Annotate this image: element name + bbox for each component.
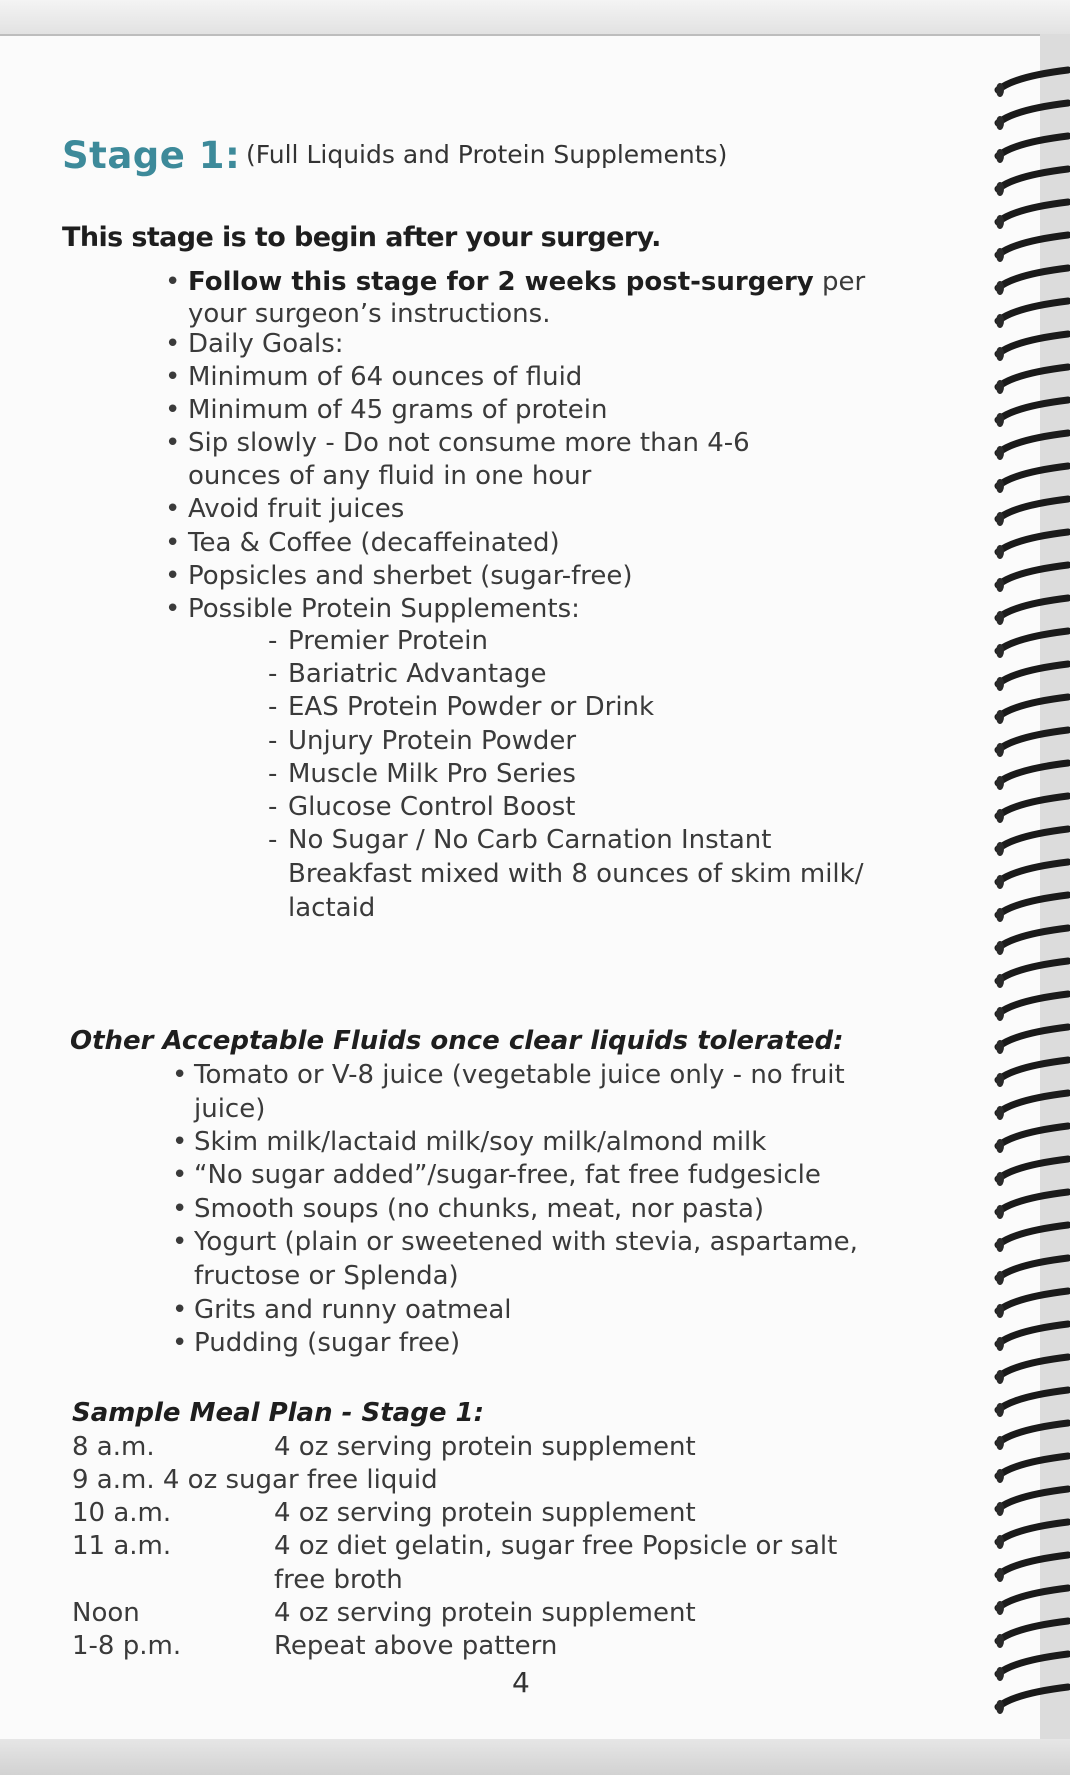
binding-coil <box>998 367 1068 387</box>
bullet-icon: • <box>165 329 181 359</box>
binding-coil <box>998 202 1068 222</box>
list-item: • Skim milk/lactaid milk/soy milk/almond milk <box>172 1127 767 1157</box>
binding-hole <box>996 1040 1004 1054</box>
bullet-text: Popsicles and sherbet (sugar-free) <box>188 561 633 591</box>
meal-desc: 4 oz diet gelatin, sugar free Popsicle or salt <box>274 1531 838 1561</box>
bullet-text: Tea & Coffee (decaffeinated) <box>188 528 560 558</box>
binding-hole <box>996 380 1004 394</box>
binding-hole <box>996 479 1004 493</box>
binding-coil <box>998 796 1068 816</box>
binding-coil <box>998 1225 1068 1245</box>
binding-hole <box>996 1106 1004 1120</box>
binding-hole <box>996 545 1004 559</box>
binding-coil <box>998 499 1068 519</box>
binding-hole <box>996 1304 1004 1318</box>
binding-hole <box>996 1535 1004 1549</box>
bullet-text: Minimum of 45 grams of protein <box>188 395 608 425</box>
binding-coil <box>998 664 1068 684</box>
list-item: • “No sugar added”/sugar-free, fat free fudgesicle <box>172 1160 821 1190</box>
binding-coil <box>998 136 1068 156</box>
binding-hole <box>996 809 1004 823</box>
binding-hole <box>996 1403 1004 1417</box>
binding-hole <box>996 281 1004 295</box>
list-item: • Smooth soups (no chunks, meat, nor pasta) <box>172 1194 765 1224</box>
binding-hole <box>996 116 1004 130</box>
binding-hole <box>996 1700 1004 1714</box>
binding-coil <box>998 631 1068 651</box>
bullet-icon: • <box>165 494 181 524</box>
list-item: • Yogurt (plain or sweetened with stevia, aspartame, <box>172 1227 858 1257</box>
binding-hole <box>996 1502 1004 1516</box>
binding-coil <box>998 1522 1068 1542</box>
binding-hole <box>996 1667 1004 1681</box>
meal-plan-heading: Sample Meal Plan - Stage 1: <box>72 1398 484 1428</box>
bullet-icon: • <box>172 1127 188 1157</box>
binding-hole <box>996 1436 1004 1450</box>
bullet-icon: • <box>165 528 181 558</box>
binding-coil <box>998 1423 1068 1443</box>
bullet-icon: • <box>165 428 181 458</box>
page-top-shadow <box>0 0 1070 34</box>
meal-time: 9 a.m. 4 oz sugar free liquid <box>72 1465 438 1495</box>
binding-coil <box>998 565 1068 585</box>
binding-coil <box>998 1324 1068 1344</box>
other-fluids-heading: Other Acceptable Fluids once clear liquids tolerated: <box>70 1026 844 1056</box>
binding-coil <box>998 532 1068 552</box>
binding-hole <box>996 875 1004 889</box>
binding-coil <box>998 862 1068 882</box>
binding-coil <box>998 1390 1068 1410</box>
binding-coil <box>998 598 1068 618</box>
binding-coil <box>998 697 1068 717</box>
binding-hole <box>996 182 1004 196</box>
bullet-text: Sip slowly - Do not consume more than 4-6 <box>188 428 750 458</box>
binding-hole <box>996 1271 1004 1285</box>
page-bottom-shadow <box>0 1739 1070 1775</box>
meal-desc: 4 oz serving protein supplement <box>274 1598 696 1628</box>
bullet-icon: • <box>172 1295 188 1325</box>
binding-hole <box>996 1073 1004 1087</box>
binding-coil <box>998 928 1068 948</box>
binding-coil <box>998 1126 1068 1146</box>
binding-hole <box>996 215 1004 229</box>
bullet-icon: • <box>165 594 181 624</box>
bullet-bold-text: Follow this stage for 2 weeks post-surgery <box>188 267 814 297</box>
binding-hole <box>996 743 1004 757</box>
binding-coil <box>998 1687 1068 1707</box>
meal-desc: 4 oz serving protein supplement <box>274 1432 696 1462</box>
bullet-icon: • <box>165 395 181 425</box>
page-number: 4 <box>512 1666 530 1699</box>
stage-title: Stage 1: <box>62 134 241 177</box>
meal-desc-continued: free broth <box>274 1565 403 1595</box>
binding-hole <box>996 1205 1004 1219</box>
bullet-icon: • <box>165 561 181 591</box>
binding-hole <box>996 974 1004 988</box>
list-item: • Tomato or V-8 juice (vegetable juice only - no fruit <box>172 1060 845 1090</box>
binding-coil <box>998 1621 1068 1641</box>
binding-hole <box>996 1601 1004 1615</box>
binding-hole <box>996 1370 1004 1384</box>
binding-hole <box>996 710 1004 724</box>
binding-hole <box>996 1634 1004 1648</box>
intro-text: This stage is to begin after your surgery. <box>62 222 661 253</box>
document-page <box>0 34 1040 1741</box>
binding-coil <box>998 763 1068 783</box>
bullet-text: per <box>813 267 866 297</box>
binding-hole <box>996 512 1004 526</box>
binding-coil <box>998 994 1068 1014</box>
binding-hole <box>996 677 1004 691</box>
binding-hole <box>996 1568 1004 1582</box>
bullet-icon: • <box>172 1227 188 1257</box>
bullet-icon: • <box>172 1194 188 1224</box>
binding-hole <box>996 149 1004 163</box>
binding-hole <box>996 776 1004 790</box>
binding-hole <box>996 1337 1004 1351</box>
list-item: • Pudding (sugar free) <box>172 1328 461 1358</box>
bullet-text: ounces of any fluid in one hour <box>188 461 592 491</box>
binding-coil <box>998 1159 1068 1179</box>
bullet-text: your surgeon’s instructions. <box>188 299 551 329</box>
binding-hole <box>996 644 1004 658</box>
binding-hole <box>996 611 1004 625</box>
stage-subtitle: (Full Liquids and Protein Supplements) <box>246 140 728 169</box>
page-content: Stage 1: (Full Liquids and Protein Supplements) This stage is to begin after your surgery. • Follow this stage for 2 weeks post-surgery per your surgeon’s instructions. • Daily Goals: • Minimum of 64 ounces of fluid • Minimum of 45 grams of protein • Sip slowly - Do not consume more than 4-6 ounces of any fluid in one hour • Avoid fruit juices • Tea & Coffee (decaffeinated) • Popsicles and sherbet (sugar-free) • Possible Protein Supplements: - Premier Protein - Bariatric Advantage - EAS Protein Powder or Drink - Unjury Protein Powder - Muscle Milk Pro Series - Glucose Control Boost - No Sugar / No Carb Carnation Instant Breakfast mixed with 8 ounces of skim milk/ lactaid Other Acceptable Fluids once clear liquids tolerated: • Tomato or V-8 juice (vegetable juice only - no fruit juice) • Skim milk/lactaid milk/soy milk/almond milk • “No sugar added”/sugar-free, fat free fudgesicle • Smooth soups (no chunks, meat, nor pasta) • Yogurt (plain or sweetened with stevia, aspartame, fructose or Splenda) • Grits and runny oatmeal • Pudding (sugar free) Sample Meal Plan - Stage 1: 8 a.m. 4 oz serving protein supplement 9 a.m. 4 oz sugar free liquid 10 a.m. 4 oz serving protein supplement 11 a.m. 4 oz diet gelatin, sugar free Popsicle or salt free broth Noon 4 oz serving protein supplement 1-8 p.m. Repeat above pattern 4 <box>62 134 866 1699</box>
binding-coil <box>998 301 1068 321</box>
binding-coil <box>998 1654 1068 1674</box>
binding-coil <box>998 1588 1068 1608</box>
meal-time: 8 a.m. <box>72 1432 155 1462</box>
binding-coil <box>998 829 1068 849</box>
binding-hole <box>996 1007 1004 1021</box>
list-item: • Grits and runny oatmeal <box>172 1295 512 1325</box>
bullet-icon: • <box>172 1160 188 1190</box>
bullet-text: Possible Protein Supplements: <box>188 594 580 624</box>
binding-hole <box>996 83 1004 97</box>
meal-time: Noon <box>72 1598 140 1628</box>
binding-coil <box>998 1456 1068 1476</box>
meal-time: 11 a.m. <box>72 1531 172 1561</box>
binding-coil <box>998 235 1068 255</box>
binding-coil <box>998 895 1068 915</box>
binding-coil <box>998 1555 1068 1575</box>
binding-hole <box>996 248 1004 262</box>
binding-hole <box>996 941 1004 955</box>
binding-coil <box>998 1027 1068 1047</box>
binding-coil <box>998 169 1068 189</box>
meal-time: 1-8 p.m. <box>72 1631 182 1661</box>
binding-coil <box>998 1258 1068 1278</box>
binding-coil <box>998 1489 1068 1509</box>
binding-hole <box>996 413 1004 427</box>
binding-coil <box>998 334 1068 354</box>
bullet-text: Minimum of 64 ounces of fluid <box>188 362 583 392</box>
binding-hole <box>996 908 1004 922</box>
binding-coil <box>998 70 1068 90</box>
binding-hole <box>996 1139 1004 1153</box>
binding-coil <box>998 1060 1068 1080</box>
binding-coil <box>998 268 1068 288</box>
bullet-text: Daily Goals: <box>188 329 344 359</box>
binding-hole <box>996 314 1004 328</box>
bullet-icon: • <box>165 362 181 392</box>
binding-coil <box>998 730 1068 750</box>
binding-coil <box>998 433 1068 453</box>
binding-coil <box>998 103 1068 123</box>
bullet-icon: • <box>165 267 181 297</box>
meal-desc: Repeat above pattern <box>274 1631 558 1661</box>
binding-hole <box>996 1172 1004 1186</box>
meal-desc: 4 oz serving protein supplement <box>274 1498 696 1528</box>
bullet-icon: • <box>172 1328 188 1358</box>
bullet-text: Avoid fruit juices <box>188 494 405 524</box>
meal-time: 10 a.m. <box>72 1498 172 1528</box>
binding-coil <box>998 400 1068 420</box>
binding-coil <box>998 961 1068 981</box>
bullet-icon: • <box>172 1060 188 1090</box>
binding-hole <box>996 578 1004 592</box>
binding-hole <box>996 347 1004 361</box>
binding-hole <box>996 842 1004 856</box>
spiral-binding-icon <box>990 60 1070 1720</box>
binding-coil <box>998 1093 1068 1113</box>
binding-hole <box>996 446 1004 460</box>
binding-coil <box>998 1357 1068 1377</box>
binding-hole <box>996 1238 1004 1252</box>
binding-coil <box>998 466 1068 486</box>
binding-hole <box>996 1469 1004 1483</box>
binding-coil <box>998 1291 1068 1311</box>
binding-coil <box>998 1192 1068 1212</box>
